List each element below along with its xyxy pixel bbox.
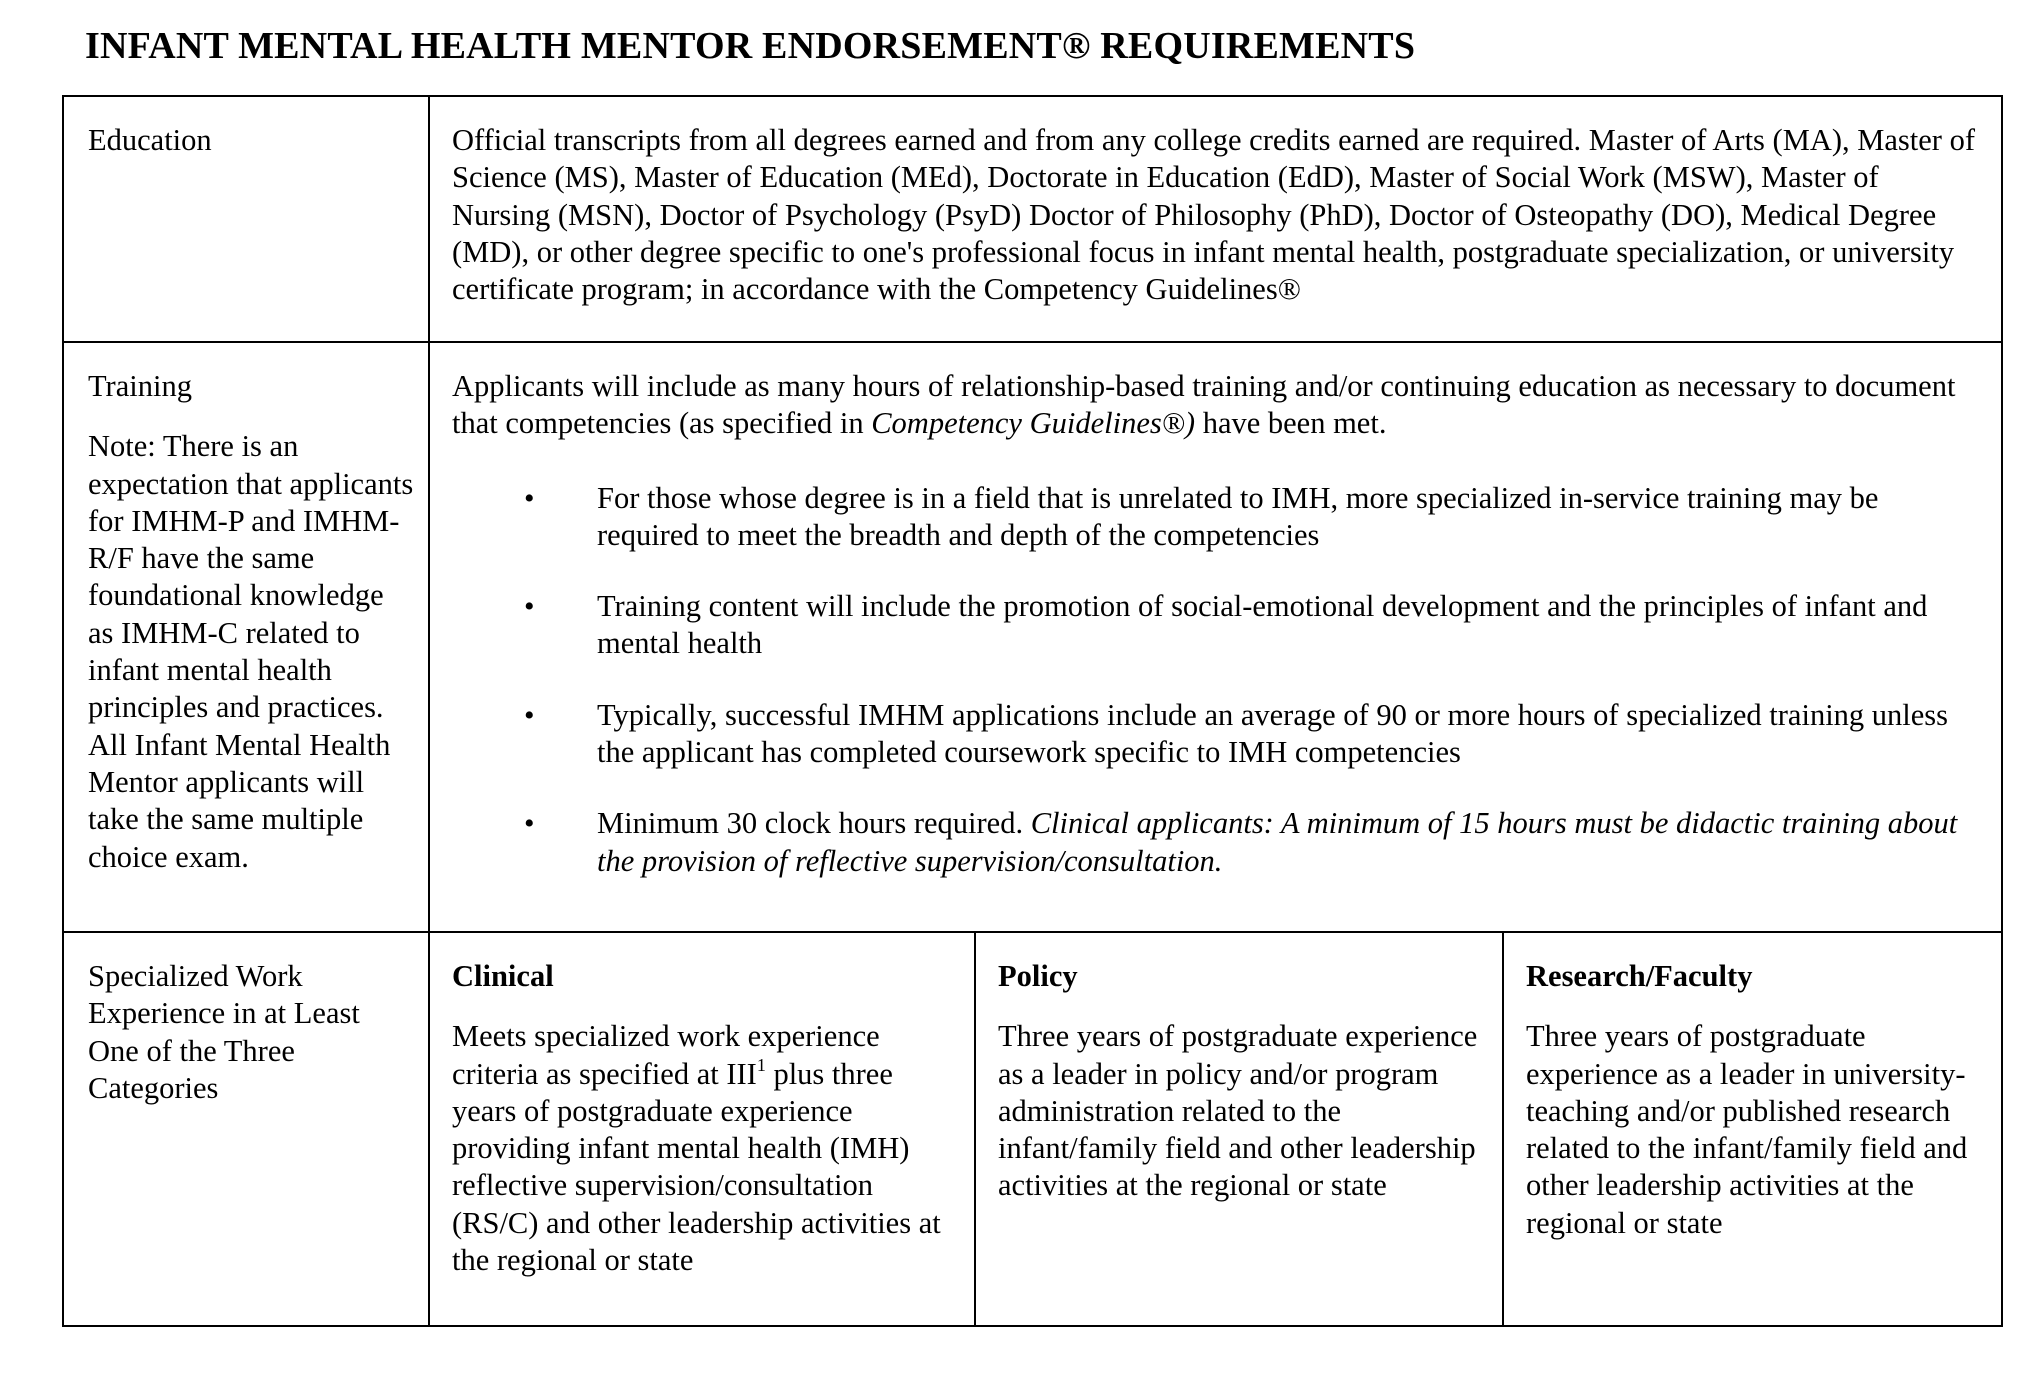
training-label-cell xyxy=(63,342,429,932)
training-note: Note: There is an expectation that applicants for IMHM-P and IMHM-R/F have the same foundational knowledge as IMHM-C related to infant mental health principles and practices. All Infant Mental Health Mentor applicants will take the same multiple choice exam. xyxy=(88,429,414,874)
clinical-text xyxy=(452,1018,956,1279)
education-content-cell xyxy=(429,96,2002,342)
list-item xyxy=(452,805,1983,880)
clinical-applicants-note: Clinical applicants: A minimum of 15 hours must be didactic training about the provision of reflective supervision/consultation. xyxy=(597,806,1958,878)
training-intro-guidelines: Competency Guidelines®) xyxy=(871,406,1196,441)
training-label: Training xyxy=(88,369,192,403)
clinical-text-end: plus three years of postgraduate experience providing infant mental health (IMH) reflective supervision/consultation (RS/C) and other leadership activities at the regional or state xyxy=(452,1056,941,1278)
clinical-cell xyxy=(429,932,975,1326)
education-label-cell xyxy=(63,96,429,342)
list-item xyxy=(452,588,1983,663)
education-text: Official transcripts from all degrees earned and from any college credits earned are required. Master of Arts (MA), Master of Science (MS), Master of Education (MEd), Doctorate in Education (EdD), Master of Social Work (MSW), Master of Nursing (MSN), Doctor of Psychology (PsyD) Doctor of Philosophy (PhD), Doctor of Osteopathy (DO), Medical Degree (MD), or other degree specific to one's professional focus in infant mental health, postgraduate specialization, or university certificate program; in accordance with the Competency Guidelines® xyxy=(452,123,1975,307)
training-intro xyxy=(452,368,1983,443)
training-row xyxy=(63,342,2002,932)
training-bullet-list xyxy=(452,480,1983,880)
clinical-text-start: Meets specialized work experience criteria as specified at III xyxy=(452,1019,880,1091)
research-cell xyxy=(1503,932,2002,1326)
bullet-text: Typically, successful IMHM applications include an average of 90 or more hours of specialized training unless the applicant has completed coursework specific to IMH competencies xyxy=(597,697,1949,770)
requirements-table xyxy=(62,95,2003,1327)
policy-cell xyxy=(975,932,1503,1326)
bullet-text: For those whose degree is in a field that is unrelated to IMH, more specialized in-service training may be required to meet the breadth and depth of the competencies xyxy=(597,480,1879,552)
list-item xyxy=(452,480,1983,555)
clinical-heading: Clinical xyxy=(452,959,554,993)
policy-text: Three years of postgraduate experience as a leader in policy and/or program administration related to the infant/family field and other leadership activities at the regional or state xyxy=(998,1019,1478,1203)
bullet-icon: • xyxy=(524,698,535,732)
bullet-text: Training content will include the promotion of social-emotional development and the principles of infant and mental health xyxy=(597,589,1928,661)
training-intro-text: Applicants will include as many hours of relationship-based training and/or continuing education as necessary to document that competencies (as specified in xyxy=(452,369,1956,441)
training-intro-end: have been met. xyxy=(1195,406,1387,441)
policy-heading: Policy xyxy=(998,959,1078,993)
bullet-icon: • xyxy=(524,481,535,515)
training-content-cell xyxy=(429,342,2002,932)
research-text: Three years of postgraduate experience as a leader in university- teaching and/or published research related to the infant/family field and other leadership activities at the regional or state xyxy=(1526,1019,1968,1240)
work-label: Specialized Work Experience in at Least One of the Three Categories xyxy=(88,959,360,1105)
education-label: Education xyxy=(88,123,212,157)
bullet-text: Minimum 30 clock hours required. xyxy=(597,806,1031,841)
work-experience-row xyxy=(63,932,2002,1326)
education-row xyxy=(63,96,2002,342)
footnote-marker: 1 xyxy=(756,1054,766,1075)
list-item xyxy=(452,697,1983,772)
work-label-cell xyxy=(63,932,429,1326)
research-heading: Research/Faculty xyxy=(1526,959,1753,993)
bullet-icon: • xyxy=(524,590,535,624)
bullet-icon: • xyxy=(524,807,535,841)
page-title: INFANT MENTAL HEALTH MENTOR ENDORSEMENT® REQUIREMENTS xyxy=(85,25,1416,67)
